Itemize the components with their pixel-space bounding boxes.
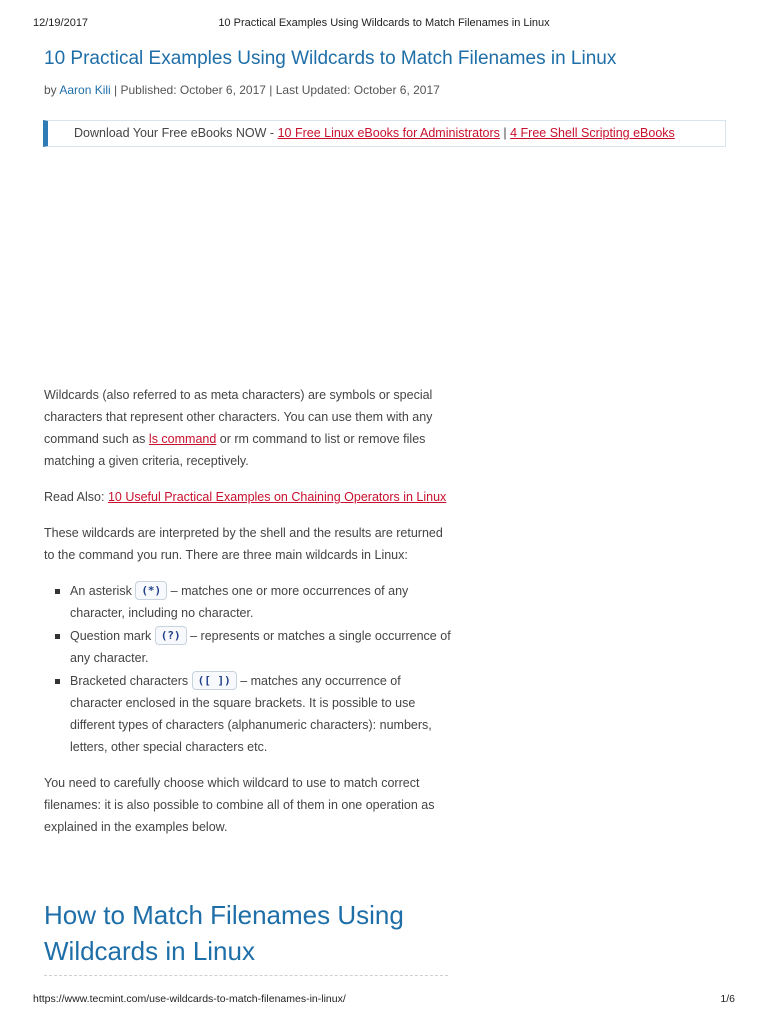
page-url: https://www.tecmint.com/use-wildcards-to-match-filenames-in-linux/ xyxy=(33,993,346,1005)
read-also-paragraph xyxy=(44,486,452,508)
list-item-text: – represents or matches a single occurrence of any character. xyxy=(70,629,451,665)
page-number: 1/6 xyxy=(720,993,735,1005)
print-header xyxy=(33,17,735,31)
read-also-link[interactable]: 10 Useful Practical Examples on Chaining Operators in Linux xyxy=(107,490,447,504)
byline-prefix: by xyxy=(44,83,60,97)
list-item-question-mark xyxy=(70,625,452,669)
byline xyxy=(44,83,440,97)
banner-separator: | xyxy=(499,126,511,140)
article-body xyxy=(44,384,452,852)
intro-text: Wildcards (also referred to as meta characters) are symbols or special characters that represent other characters. You can use them with any command such as xyxy=(44,388,433,446)
shell-scripting-ebooks-link[interactable]: 4 Free Shell Scripting eBooks xyxy=(510,126,675,140)
list-item-asterisk xyxy=(70,580,452,624)
linux-ebooks-link[interactable]: 10 Free Linux eBooks for Administrators xyxy=(277,126,500,140)
list-item-text: Question mark xyxy=(70,629,155,643)
list-item-text: – matches one or more occurrences of any character, including no character. xyxy=(70,584,409,620)
intro-paragraph xyxy=(44,384,452,472)
section-heading: How to Match Filenames Using Wildcards in Linux xyxy=(44,897,448,976)
author-link[interactable]: Aaron Kili xyxy=(59,83,111,97)
list-item-text: Bracketed characters xyxy=(70,674,192,688)
publish-dates: | Published: October 6, 2017 | Last Updated: October 6, 2017 xyxy=(110,83,440,97)
print-page-title: 10 Practical Examples Using Wildcards to Match Filenames in Linux xyxy=(218,17,550,29)
question-mark-code: (?) xyxy=(155,626,187,645)
ebook-banner xyxy=(43,120,726,147)
banner-prefix: Download Your Free eBooks NOW - xyxy=(74,126,278,140)
read-also-label: Read Also: xyxy=(44,490,108,504)
list-item-text: – matches any occurrence of character enclosed in the square brackets. It is possible to use different types of characters (alphanumeric characters): numbers, letters, other special characters etc. xyxy=(70,674,432,754)
wildcard-list xyxy=(44,580,452,758)
list-item-brackets xyxy=(70,670,452,758)
intro-text-end: or rm command to list or remove files matching a given criteria, receptively. xyxy=(44,432,426,468)
ls-command-link[interactable]: ls command xyxy=(148,432,217,446)
brackets-code: ([ ]) xyxy=(192,671,237,690)
print-date: 12/19/2017 xyxy=(33,17,89,29)
closing-paragraph: You need to carefully choose which wildcard to use to match correct filenames: it is also possible to combine all of them in one operation as explained in the examples below. xyxy=(44,776,435,834)
asterisk-code: (*) xyxy=(135,581,167,600)
article-title: 10 Practical Examples Using Wildcards to Match Filenames in Linux xyxy=(44,48,617,69)
shell-paragraph: These wildcards are interpreted by the shell and the results are returned to the command you run. There are three main wildcards in Linux: xyxy=(44,526,443,562)
print-footer xyxy=(33,993,735,1007)
list-item-text: An asterisk xyxy=(70,584,136,598)
